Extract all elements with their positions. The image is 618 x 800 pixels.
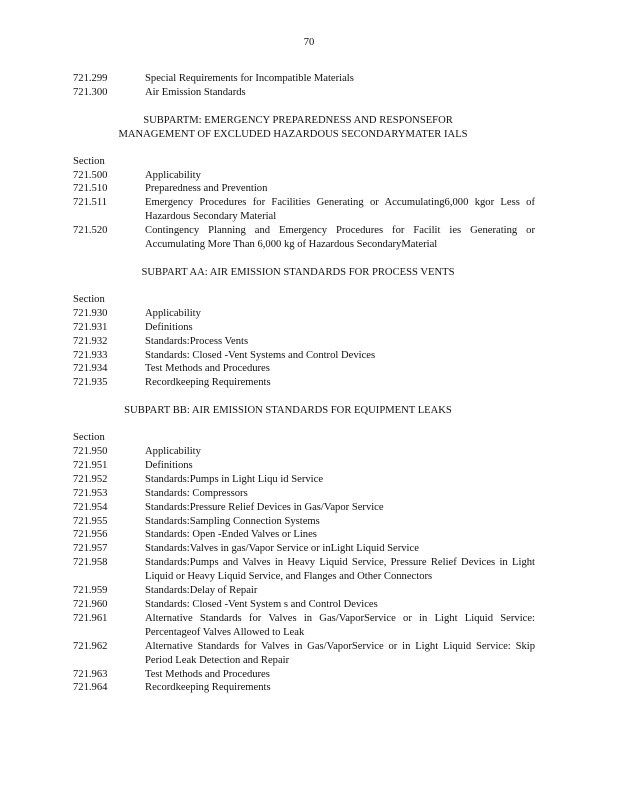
section-title: Standards:Sampling Connection Systems — [145, 515, 320, 527]
section-number: 721.932 — [73, 335, 108, 347]
section-number: 721.951 — [73, 459, 108, 471]
toc-entry — [73, 473, 543, 487]
toc-entry — [73, 501, 543, 515]
section-label: Section — [73, 293, 105, 305]
section-number: 721.956 — [73, 529, 108, 541]
toc-entry — [73, 584, 543, 598]
section-number: 721.934 — [73, 363, 108, 375]
section-title: Standards: Closed -Vent Systems and Control Devices — [145, 349, 376, 361]
toc-entry — [73, 528, 543, 542]
section-number: 721.500 — [73, 169, 108, 181]
section-number: 721.510 — [73, 183, 108, 195]
section-title: Alternative Standards for Valves in Gas/VaporService or in Light Liquid Service: Percentageof Valves Allowed to Leak — [145, 612, 535, 638]
toc-entry — [73, 72, 543, 86]
toc-entry — [73, 668, 543, 682]
section-number: 721.957 — [73, 543, 108, 555]
section-number: 721.300 — [73, 86, 108, 98]
toc-entry — [73, 445, 543, 459]
section-number: 721.520 — [73, 225, 108, 237]
section-title: Definitions — [145, 321, 193, 333]
toc-entry — [73, 335, 543, 349]
section-number: 721.953 — [73, 487, 108, 499]
section-number: 721.959 — [73, 585, 108, 597]
section-title: Test Methods and Procedures — [145, 363, 270, 375]
section-number: 721.931 — [73, 321, 108, 333]
subpart-heading: MANAGEMENT OF EXCLUDED HAZARDOUS SECONDARYMATER IALS — [118, 128, 468, 140]
section-title: Standards:Valves in gas/Vapor Service or inLight Liquid Service — [145, 543, 419, 555]
page-number: 70 — [303, 37, 315, 48]
toc-entry — [73, 556, 543, 584]
section-number: 721.935 — [73, 377, 108, 389]
toc-entry — [73, 515, 543, 529]
toc-entry — [73, 169, 543, 183]
toc-entry — [73, 224, 543, 252]
toc-entry — [73, 487, 543, 501]
section-number: 721.964 — [73, 682, 108, 694]
section-number: 721.954 — [73, 501, 108, 513]
section-title: Emergency Procedures for Facilities Generating or Accumulating6,000 kgor Less of Hazardous Secondary Material — [145, 197, 535, 223]
section-title: Standards:Process Vents — [145, 335, 249, 347]
section-number: 721.961 — [73, 612, 108, 624]
toc-entry — [73, 321, 543, 335]
section-number: 721.511 — [73, 197, 108, 209]
section-title: Applicability — [145, 446, 201, 458]
toc-entry — [73, 612, 543, 640]
subpart-heading: SUBPART BB: AIR EMISSION STANDARDS FOR EQUIPMENT LEAKS — [124, 405, 452, 417]
section-number: 721.955 — [73, 515, 108, 527]
toc-entry — [73, 362, 543, 376]
table-of-contents — [73, 72, 543, 695]
section-title: Applicability — [145, 169, 201, 181]
section-label: Section — [73, 432, 105, 444]
section-title: Special Requirements for Incompatible Materials — [145, 73, 354, 84]
toc-entry — [73, 86, 543, 100]
section-title: Contingency Planning and Emergency Procedures for Facilit ies Generating or Accumulating More Than 6,000 kg of Hazardous SecondaryMaterial — [145, 225, 535, 251]
section-number: 721.930 — [73, 307, 108, 319]
subpart-heading: SUBPARTM: EMERGENCY PREPAREDNESS AND RESPONSEFOR — [143, 114, 453, 126]
section-title: Air Emission Standards — [145, 86, 246, 98]
section-title: Definitions — [145, 459, 193, 471]
section-number: 721.963 — [73, 668, 108, 680]
section-title: Test Methods and Procedures — [145, 668, 270, 680]
section-number: 721.950 — [73, 446, 108, 458]
section-title: Standards: Open -Ended Valves or Lines — [145, 529, 317, 541]
toc-entry — [73, 182, 543, 196]
section-title: Standards:Delay of Repair — [145, 585, 258, 597]
section-title: Standards: Compressors — [145, 487, 248, 499]
subpart-heading: SUBPART AA: AIR EMISSION STANDARDS FOR PROCESS VENTS — [141, 266, 455, 278]
section-number: 721.960 — [73, 599, 108, 610]
toc-entry — [73, 307, 543, 321]
section-title: Standards:Pumps in Light Liqu id Service — [145, 473, 324, 485]
section-title: Applicability — [145, 307, 201, 319]
section-title: Standards:Pumps and Valves in Heavy Liquid Service, Pressure Relief Devices in Light Liquid or Heavy Liquid Service, and Flanges and Other Connectors — [145, 557, 535, 583]
toc-entry — [73, 640, 543, 668]
toc-entry — [73, 376, 543, 390]
section-number: 721.952 — [73, 473, 108, 485]
section-title: Preparedness and Prevention — [145, 183, 268, 195]
section-number: 721.299 — [73, 73, 108, 84]
section-title: Standards:Pressure Relief Devices in Gas/Vapor Service — [145, 501, 384, 513]
section-label: Section — [73, 155, 105, 167]
section-title: Recordkeeping Requirements — [145, 682, 271, 694]
section-title: Standards: Closed -Vent System s and Control Devices — [145, 599, 378, 610]
toc-entry — [73, 598, 543, 612]
section-number: 721.933 — [73, 349, 108, 361]
toc-entry — [73, 349, 543, 363]
toc-entry — [73, 542, 543, 556]
section-title: Recordkeeping Requirements — [145, 377, 271, 389]
toc-entry — [73, 681, 543, 695]
section-number: 721.958 — [73, 557, 108, 569]
section-title: Alternative Standards for Valves in Gas/VaporService or in Light Liquid Service: Skip Period Leak Detection and Repair — [145, 640, 535, 666]
toc-entry — [73, 196, 543, 224]
section-number: 721.962 — [73, 640, 108, 652]
toc-entry — [73, 459, 543, 473]
